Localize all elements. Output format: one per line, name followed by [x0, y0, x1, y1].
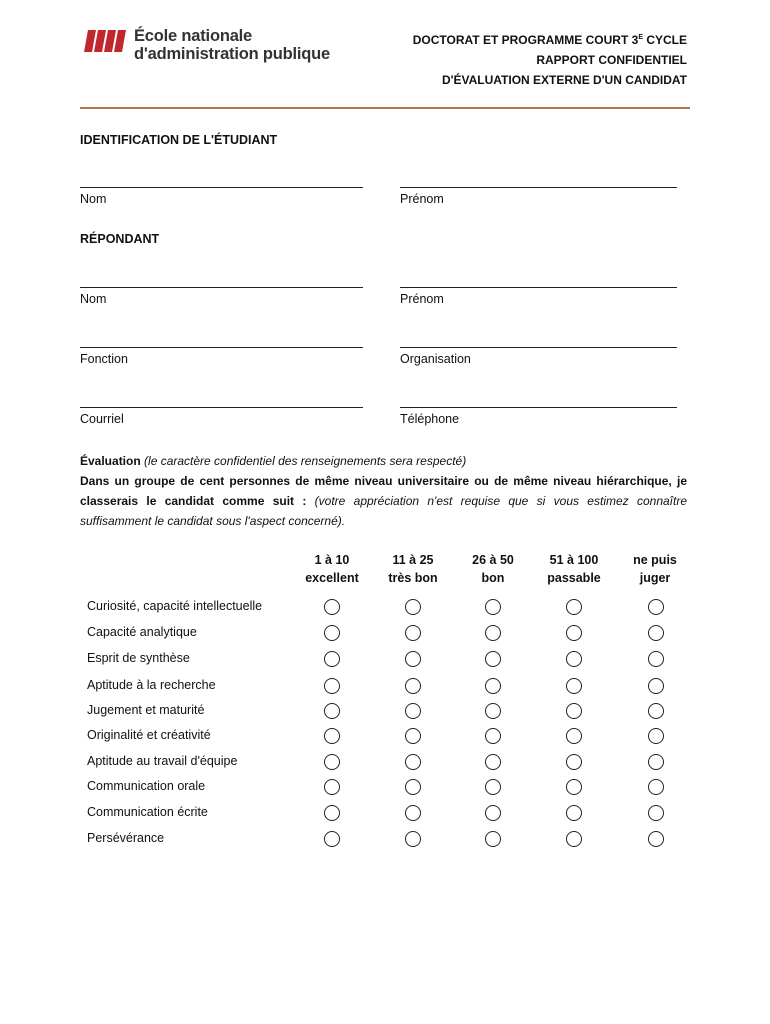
student-prenom-label: Prénom	[400, 192, 444, 206]
rating-radio-2[interactable]	[405, 805, 421, 821]
rating-column-header: ne puis juger	[633, 553, 677, 585]
criterion-label: Jugement et maturité	[87, 703, 205, 717]
rating-radio-3[interactable]	[485, 754, 501, 770]
rating-radio-1[interactable]	[324, 651, 340, 667]
rating-radio-4[interactable]	[566, 625, 582, 641]
respondent-telephone-label: Téléphone	[400, 412, 460, 426]
respondent-prenom-field[interactable]	[400, 287, 677, 288]
document-header	[413, 28, 687, 90]
rating-radio-4[interactable]	[566, 728, 582, 744]
student-section-title: IDENTIFICATION DE L'ÉTUDIANT	[80, 133, 278, 147]
rating-radio-5[interactable]	[648, 703, 664, 719]
rating-radio-2[interactable]	[405, 831, 421, 847]
rating-radio-1[interactable]	[324, 779, 340, 795]
respondent-prenom-label: Prénom	[400, 292, 444, 306]
rating-column-header: 26 à 50 bon	[472, 553, 514, 585]
rating-radio-5[interactable]	[648, 599, 664, 615]
criterion-label: Persévérance	[87, 831, 165, 845]
evaluation-title-note: (le caractère confidentiel des renseignements sera respecté)	[144, 454, 467, 468]
respondent-organisation-field[interactable]	[400, 347, 677, 348]
rating-radio-1[interactable]	[324, 805, 340, 821]
respondent-fonction-label: Fonction	[80, 352, 128, 366]
criterion-label: Communication orale	[87, 779, 206, 793]
enap-logo-icon	[84, 30, 126, 52]
rating-radio-2[interactable]	[405, 703, 421, 719]
respondent-courriel-field[interactable]	[80, 407, 363, 408]
criterion-label: Curiosité, capacité intellectuelle	[87, 599, 263, 613]
respondent-courriel-label: Courriel	[80, 412, 124, 426]
rating-radio-5[interactable]	[648, 651, 664, 667]
respondent-fonction-field[interactable]	[80, 347, 363, 348]
rating-radio-3[interactable]	[485, 651, 501, 667]
rating-radio-4[interactable]	[566, 805, 582, 821]
rating-radio-2[interactable]	[405, 651, 421, 667]
criterion-label: Aptitude à la recherche	[87, 678, 216, 692]
rating-radio-3[interactable]	[485, 728, 501, 744]
rating-radio-3[interactable]	[485, 599, 501, 615]
respondent-organisation-label: Organisation	[400, 352, 471, 366]
rating-radio-3[interactable]	[485, 805, 501, 821]
evaluation-intro	[80, 451, 687, 531]
rating-radio-3[interactable]	[485, 625, 501, 641]
rating-radio-1[interactable]	[324, 728, 340, 744]
rating-radio-1[interactable]	[324, 831, 340, 847]
rating-radio-4[interactable]	[566, 831, 582, 847]
student-nom-field[interactable]	[80, 187, 363, 188]
respondent-nom-label: Nom	[80, 292, 107, 306]
header-line1: DOCTORAT ET PROGRAMME COURT $3^E$ CYCLE	[412, 33, 687, 47]
respondent-nom-field[interactable]	[80, 287, 363, 288]
rating-radio-3[interactable]	[485, 779, 501, 795]
student-prenom-field[interactable]	[400, 187, 677, 188]
rating-radio-5[interactable]	[648, 831, 664, 847]
rating-column-header: 1 à 10 excellent	[305, 553, 359, 585]
rating-radio-4[interactable]	[566, 599, 582, 615]
rating-radio-2[interactable]	[405, 678, 421, 694]
rating-radio-5[interactable]	[648, 779, 664, 795]
rating-radio-2[interactable]	[405, 728, 421, 744]
rating-radio-2[interactable]	[405, 599, 421, 615]
evaluation-instruction: Dans un groupe de cent personnes de même niveau universitaire ou de même niveau hiérarchique, je classerais le candidat comme suit :	[80, 474, 687, 508]
header-line2: RAPPORT CONFIDENTIEL	[536, 53, 687, 67]
rating-radio-5[interactable]	[648, 678, 664, 694]
rating-radio-1[interactable]	[324, 678, 340, 694]
criterion-label: Capacité analytique	[87, 625, 197, 639]
respondent-section-title: RÉPONDANT	[80, 232, 160, 246]
rating-radio-5[interactable]	[648, 728, 664, 744]
rating-radio-2[interactable]	[405, 754, 421, 770]
rating-column-header: 11 à 25 très bon	[388, 553, 438, 585]
rating-radio-4[interactable]	[566, 779, 582, 795]
rating-radio-3[interactable]	[485, 831, 501, 847]
institution-name-line2: d'administration publique	[134, 45, 331, 63]
criterion-label: Originalité et créativité	[87, 728, 211, 742]
rating-radio-3[interactable]	[485, 703, 501, 719]
rating-radio-5[interactable]	[648, 754, 664, 770]
student-nom-label: Nom	[80, 192, 107, 206]
rating-radio-5[interactable]	[648, 805, 664, 821]
rating-radio-1[interactable]	[324, 599, 340, 615]
rating-column-header: 51 à 100 passable	[547, 553, 601, 585]
rating-radio-5[interactable]	[648, 625, 664, 641]
rating-radio-1[interactable]	[324, 754, 340, 770]
rating-radio-3[interactable]	[485, 678, 501, 694]
rating-radio-2[interactable]	[405, 625, 421, 641]
respondent-telephone-field[interactable]	[400, 407, 677, 408]
institution-name-line1: École nationale	[134, 27, 253, 45]
criterion-label: Communication écrite	[87, 805, 208, 819]
rating-radio-4[interactable]	[566, 703, 582, 719]
institution-name	[134, 27, 330, 63]
rating-radio-4[interactable]	[566, 651, 582, 667]
rating-radio-4[interactable]	[566, 754, 582, 770]
evaluation-title: Évaluation	[80, 454, 141, 468]
evaluation-instruction-note: (votre appréciation n'est requise que si vous estimez connaître suffisamment le candidat sous l'aspect concerné).	[80, 494, 688, 528]
criterion-label: Esprit de synthèse	[87, 651, 190, 665]
rating-radio-2[interactable]	[405, 779, 421, 795]
criterion-label: Aptitude au travail d'équipe	[87, 754, 238, 768]
rating-radio-1[interactable]	[324, 625, 340, 641]
rating-radio-4[interactable]	[566, 678, 582, 694]
header-line3: D'ÉVALUATION EXTERNE D'UN CANDIDAT	[441, 73, 687, 87]
rating-radio-1[interactable]	[324, 703, 340, 719]
header-divider	[80, 107, 690, 109]
